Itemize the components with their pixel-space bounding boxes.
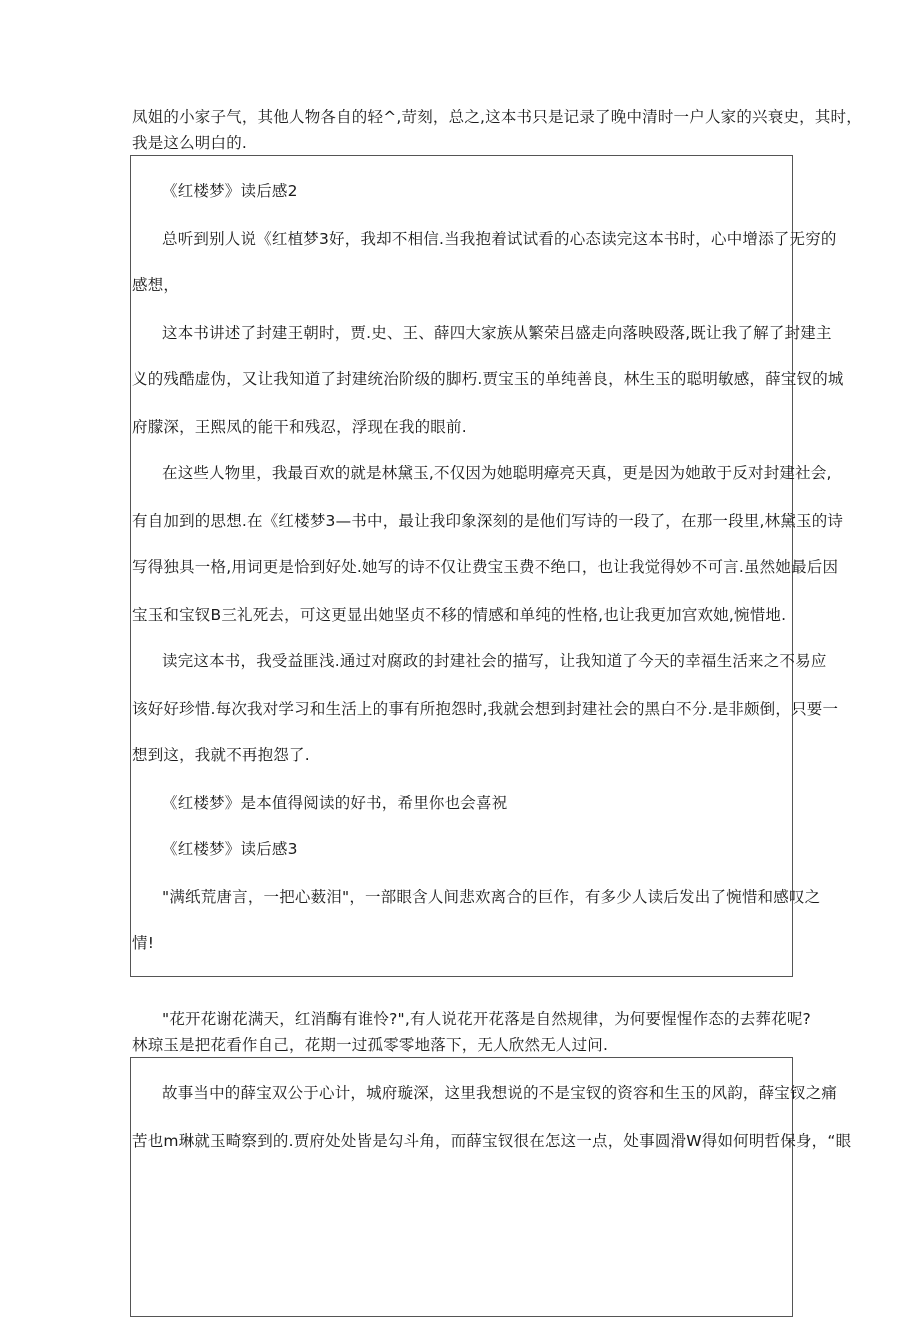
- paragraph-line: 苦也m琳就玉畸察到的.贾府处处皆是勾斗角，而薛宝钗很在怎这一点，处事圆滑W得如何明哲保身，“眼: [132, 1132, 852, 1150]
- paragraph-line: 《红楼梦》是本值得阅读的好书，希里你也会喜祝: [162, 794, 508, 812]
- paragraph-line: 总听到别人说《红植梦3好，我却不相信.当我抱着试试看的心态读完这本书时，心中增添了无穷的: [162, 230, 837, 248]
- middle-paragraph-line-2: 林琼玉是把花看作自己，花期一过孤零零地落下，无人欣然无人过问.: [132, 1036, 609, 1054]
- top-paragraph-line-2: 我是这么明白的.: [132, 134, 248, 152]
- paragraph-line: "满纸荒唐言，一把心薮泪"，一部眼含人间悲欢离合的巨作，有多少人读后发出了惋惜和感叹之: [162, 888, 821, 906]
- top-paragraph-line-1: 凤姐的小家子气，其他人物各自的轻^,苛刻，总之,这本书只是记录了晚中清时一户人家的兴衰史，其时，: [132, 108, 862, 126]
- section-heading-2: 《红楼梦》读后感2: [162, 182, 298, 200]
- paragraph-line: 读完这本书，我受益匪浅.通过对腐政的封建社会的描写，让我知道了今天的幸福生活来之不易应: [162, 652, 827, 670]
- section-heading-3: 《红楼梦》读后感3: [162, 840, 298, 858]
- middle-paragraph-line-1: "花开花谢花满天，红消酶有谁怜?",有人说花开花落是自然规律，为何要惺惺作态的去葬花呢?: [162, 1010, 811, 1028]
- paragraph-line: 府朦深，王熙凤的能干和残忍，浮现在我的眼前.: [132, 418, 467, 436]
- paragraph-line: 写得独具一格,用词更是恰到好处.她写的诗不仅让费宝玉费不绝口，也让我觉得妙不可言.虽然她最后因: [132, 558, 839, 576]
- paragraph-line: 宝玉和宝钗B三礼死去，可这更显出她坚贞不移的情感和单纯的性格,也让我更加宫欢她,惋惜地.: [132, 606, 787, 624]
- paragraph-line: 该好好珍惜.每次我对学习和生活上的事有所抱怨时,我就会想到封建社会的黑白不分.是非颇倒，只要一: [132, 700, 839, 718]
- paragraph-line: 有自加到的思想.在《红楼梦3—书中，最让我印象深刻的是他们写诗的一段了，在那一段里,林黛玉的诗: [132, 512, 844, 530]
- paragraph-line: 感想，: [132, 276, 180, 294]
- paragraph-line: 在这些人物里，我最百欢的就是林黛玉,不仅因为她聪明瘴亮天真，更是因为她敢于反对封建社会,: [162, 464, 832, 482]
- paragraph-line: 故事当中的薛宝双公于心计，城府璇深，这里我想说的不是宝钗的资容和生玉的风韵，薛宝钗之痛: [162, 1084, 838, 1102]
- paragraph-line: 想到这，我就不再抱怨了.: [132, 746, 310, 764]
- paragraph-line: 情!: [132, 934, 155, 952]
- paragraph-line: 义的残酷虚伪，又让我知道了封建统治阶级的脚朽.贾宝玉的单纯善良，林生玉的聪明敏感，薛宝钗的城: [132, 370, 844, 388]
- paragraph-line: 这本书讲述了封建王朝时，贾.史、王、薛四大家族从繁荣吕盛走向落映殴落,既让我了解了封建主: [162, 324, 832, 342]
